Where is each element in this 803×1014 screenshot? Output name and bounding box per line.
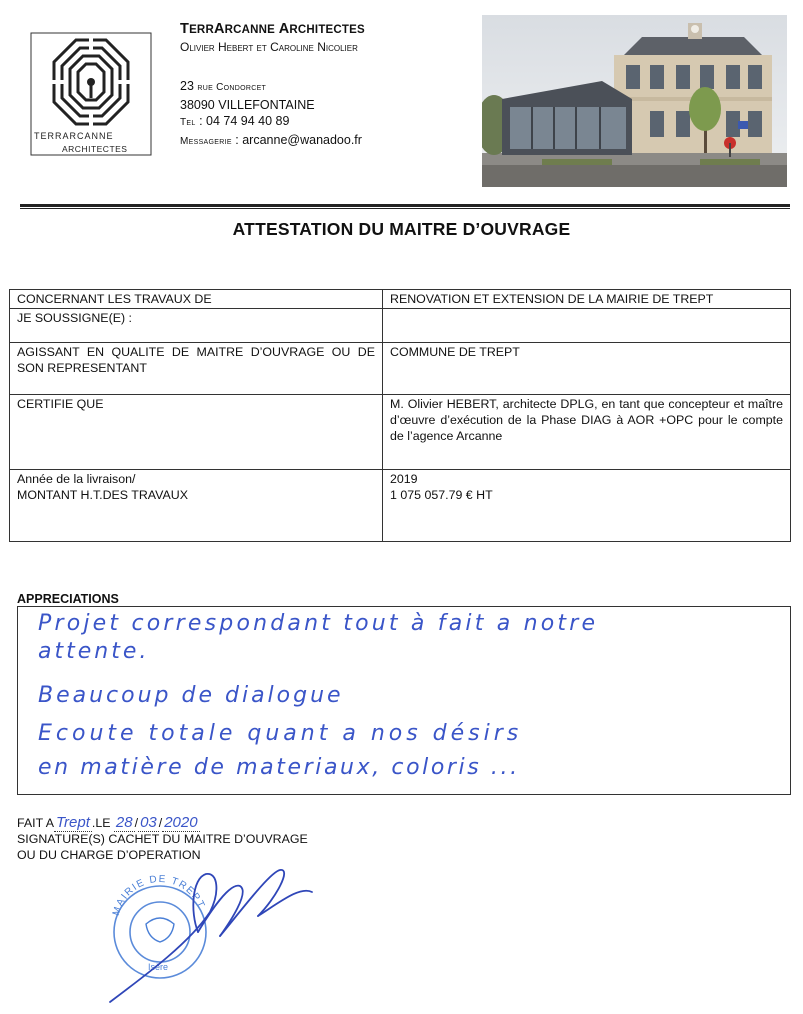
appreciation-line: en matière de materiaux, coloris ... <box>38 755 520 780</box>
svg-text:MAIRIE DE TREPT: MAIRIE DE TREPT <box>110 873 207 917</box>
place-date-line: FAIT A Trept .LE 28 / 03 / 2020 <box>17 814 198 831</box>
appreciations-label: APPRECIATIONS <box>17 592 119 606</box>
table-row <box>10 290 791 309</box>
table-row <box>10 309 791 343</box>
appreciation-line: Projet correspondant tout à fait a notre <box>38 611 599 636</box>
town-hall-photo <box>482 15 787 187</box>
label-certifie: CERTIFIE QUE <box>10 395 383 470</box>
appreciations-box <box>17 606 791 795</box>
attestation-table <box>9 289 791 542</box>
value-soussigne <box>383 309 791 343</box>
label-qualite: AGISSANT EN QUALITE DE MAITRE D’OUVRAGE OU DE SON REPRESENTANT <box>10 343 383 395</box>
svg-text:TERRARCANNE: TERRARCANNE <box>34 131 114 141</box>
svg-text:ARCHITECTES: ARCHITECTES <box>62 144 128 154</box>
appreciation-line: Beaucoup de dialogue <box>38 683 344 708</box>
svg-text:Isère: Isère <box>148 962 169 972</box>
table-row <box>10 470 791 542</box>
year-field: 2020 <box>164 814 198 831</box>
appreciation-line: attente. <box>38 639 150 664</box>
appreciation-line: Ecoute totale quant a nos désirs <box>38 721 523 746</box>
value-certifie: M. Olivier HEBERT, architecte DPLG, en tant que concepteur et maître d’œuvre d’exécution de la Phase DIAG à AOR +OPC pour le compte de l’agence Arcanne <box>383 395 791 470</box>
company-address: 23 rue Condorcet 38090 VILLEFONTAINE Tel : 04 74 94 40 89 Messagerie : arcanne@wanadoo.fr <box>180 79 362 147</box>
company-owners: Olivier Hebert et Caroline Nicolier <box>180 40 358 54</box>
company-block <box>180 20 470 150</box>
table-row <box>10 395 791 470</box>
mayor-stamp-signature <box>80 852 360 1012</box>
value-qualite: COMMUNE DE TREPT <box>383 343 791 395</box>
value-travaux: RENOVATION ET EXTENSION DE LA MAIRIE DE TREPT <box>383 290 791 309</box>
place-field: Trept <box>55 814 90 831</box>
company-name: TERRARCANNE ARCHITECTES <box>180 21 365 37</box>
header-divider <box>20 204 790 207</box>
architect-logo <box>30 32 152 156</box>
header-divider-thin <box>20 208 790 209</box>
table-row <box>10 343 791 395</box>
label-travaux: CONCERNANT LES TRAVAUX DE <box>10 290 383 309</box>
day-field: 28 <box>115 814 133 831</box>
label-soussigne: JE SOUSSIGNE(E) : <box>10 309 383 343</box>
signature-caption: SIGNATURE(S) CACHET DU MAITRE D’OUVRAGE OU DU CHARGE D’OPERATION <box>17 832 308 862</box>
month-field: 03 <box>140 814 157 831</box>
label-livraison: Année de la livraison/ MONTANT H.T.DES TRAVAUX <box>10 470 383 542</box>
document-title: ATTESTATION DU MAITRE D’OUVRAGE <box>232 219 571 239</box>
value-livraison: 2019 1 075 057.79 € HT <box>383 470 791 542</box>
